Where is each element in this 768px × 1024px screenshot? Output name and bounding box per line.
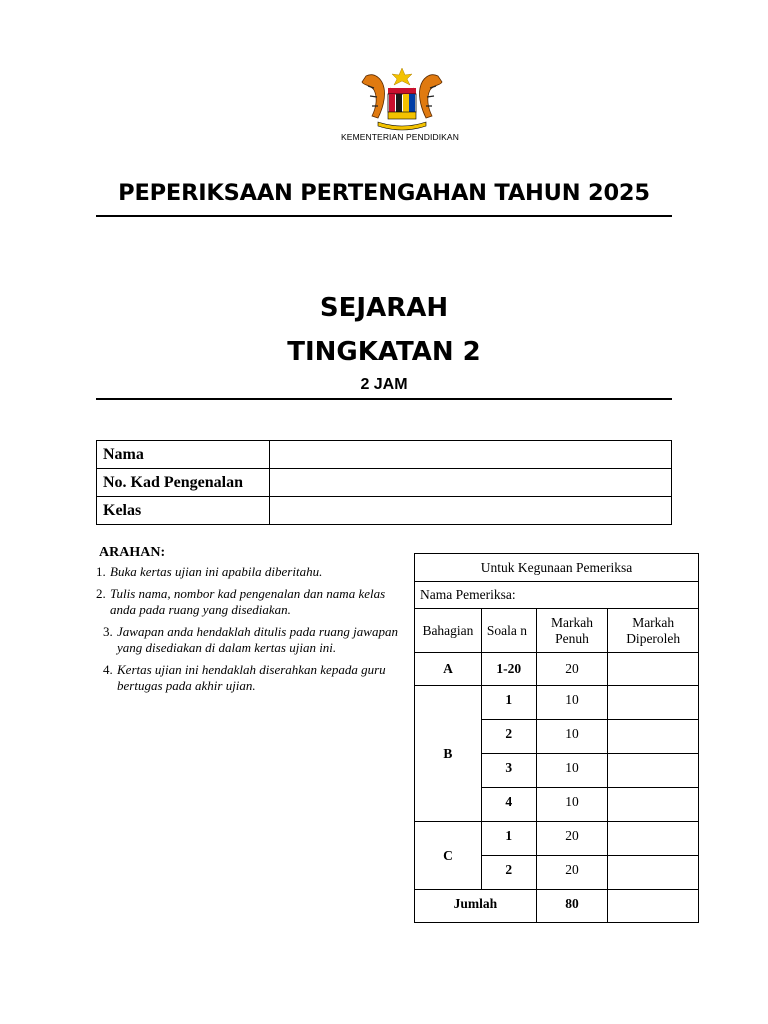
section-b-question: 3 [481, 754, 536, 788]
section-b-full: 10 [536, 754, 608, 788]
instructions-heading: ARAHAN: [99, 545, 166, 560]
instruction-item [96, 662, 406, 694]
header-question: Soala n [481, 609, 536, 653]
section-b-obtained[interactable] [608, 754, 699, 788]
section-a-label: A [415, 653, 482, 686]
level-title: TINGKATAN 2 [287, 337, 481, 367]
section-b-question: 1 [481, 686, 536, 720]
instruction-number: 3. [103, 624, 113, 639]
header-marks-obtained: Markah Diperoleh [608, 609, 699, 653]
class-label: Kelas [97, 497, 270, 525]
section-c-full: 20 [536, 822, 608, 856]
name-field[interactable] [270, 441, 672, 469]
section-c-obtained[interactable] [608, 822, 699, 856]
section-b-obtained[interactable] [608, 720, 699, 754]
ministry-name: KEMENTERIAN PENDIDIKAN [341, 132, 459, 142]
section-c-full: 20 [536, 856, 608, 890]
section-a-obtained[interactable] [608, 653, 699, 686]
class-field[interactable] [270, 497, 672, 525]
section-c-question: 1 [481, 822, 536, 856]
instruction-number: 1. [96, 564, 106, 579]
section-b-obtained[interactable] [608, 788, 699, 822]
header-divider [96, 398, 672, 400]
coat-of-arms-logo [352, 66, 452, 134]
section-b-label: B [415, 686, 482, 822]
instruction-item [96, 564, 406, 580]
examiner-name-label: Nama Pemeriksa: [415, 582, 699, 609]
section-b-full: 10 [536, 788, 608, 822]
total-full: 80 [536, 890, 608, 923]
section-b-question: 4 [481, 788, 536, 822]
marks-table-title: Untuk Kegunaan Pemeriksa [415, 554, 699, 582]
section-a-question: 1-20 [481, 653, 536, 686]
section-c-label: C [415, 822, 482, 890]
total-label: Jumlah [415, 890, 537, 923]
info-row-ic [97, 469, 672, 497]
instruction-number: 4. [103, 662, 113, 677]
ic-number-field[interactable] [270, 469, 672, 497]
section-b-full: 10 [536, 686, 608, 720]
instruction-text: Tulis nama, nombor kad pengenalan dan nama kelas anda pada ruang yang disediakan. [110, 586, 386, 617]
header-full-marks: Markah Penuh [536, 609, 608, 653]
instructions-block [96, 545, 406, 700]
student-info-table [96, 440, 672, 525]
section-c-obtained[interactable] [608, 856, 699, 890]
exam-title: PEPERIKSAAN PERTENGAHAN TAHUN 2025 [118, 180, 650, 206]
instruction-text: Buka kertas ujian ini apabila diberitahu. [110, 564, 323, 579]
section-b-obtained[interactable] [608, 686, 699, 720]
instruction-number: 2. [96, 586, 106, 601]
section-b-question: 2 [481, 720, 536, 754]
section-a-full: 20 [536, 653, 608, 686]
name-label: Nama [97, 441, 270, 469]
total-obtained[interactable] [608, 890, 699, 923]
instruction-item [96, 624, 406, 656]
examiner-marks-table [414, 553, 699, 923]
section-c-question: 2 [481, 856, 536, 890]
instruction-text: Kertas ujian ini hendaklah diserahkan kepada guru bertugas pada akhir ujian. [117, 662, 386, 693]
info-row-name [97, 441, 672, 469]
header-section: Bahagian [415, 609, 482, 653]
instruction-item [96, 586, 406, 618]
title-divider [96, 215, 672, 217]
section-b-full: 10 [536, 720, 608, 754]
subject-title: SEJARAH [319, 293, 449, 323]
ic-number-label: No. Kad Pengenalan [97, 469, 270, 497]
duration-label: 2 JAM [360, 376, 408, 393]
instruction-text: Jawapan anda hendaklah ditulis pada ruang jawapan yang disediakan di dalam kertas ujian ini. [117, 624, 398, 655]
info-row-class [97, 497, 672, 525]
